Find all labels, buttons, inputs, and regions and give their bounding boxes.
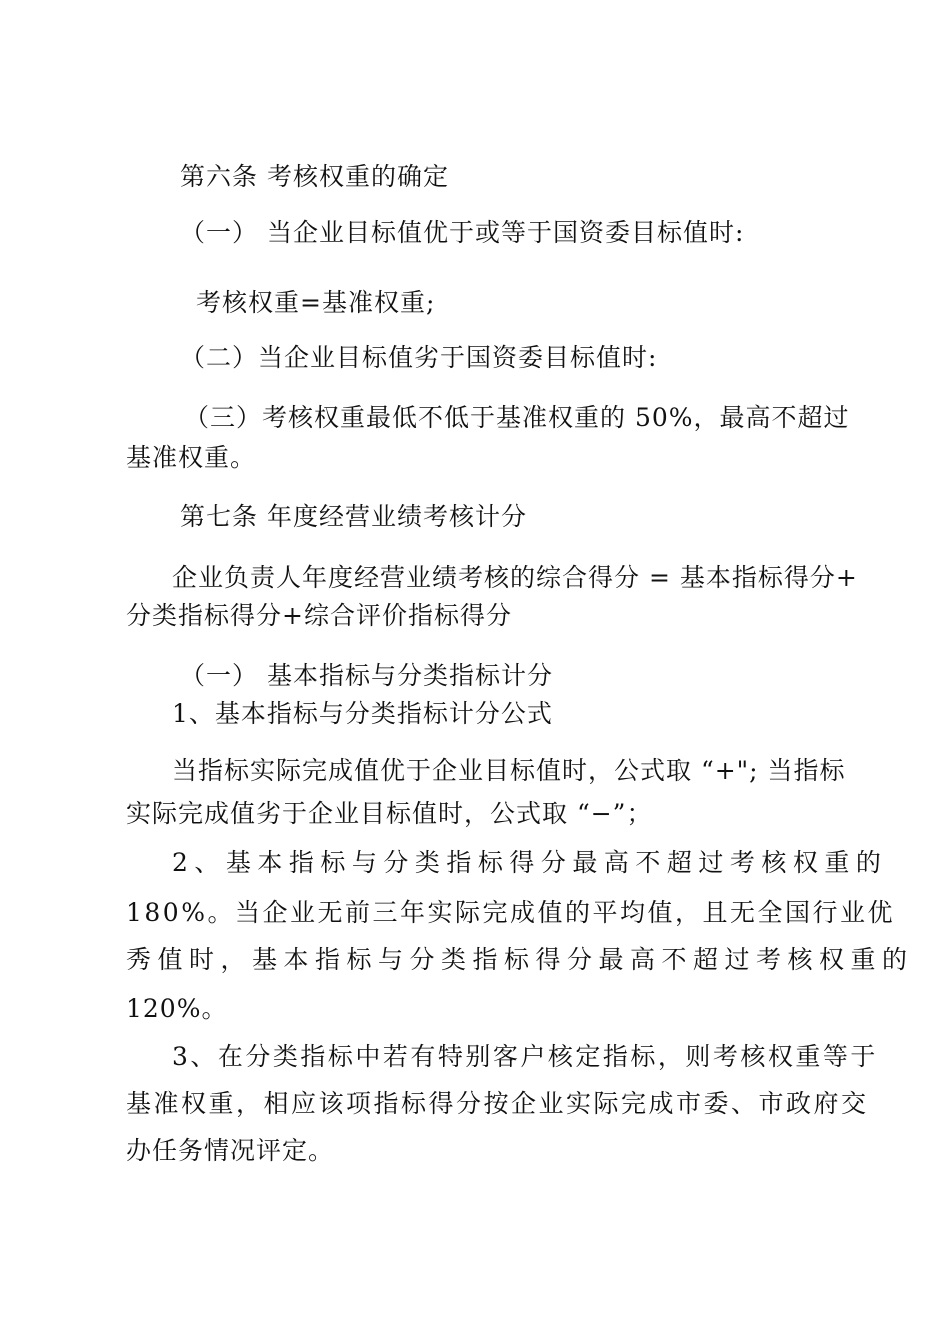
article-6-item-2: （二）当企业目标值劣于国资委目标值时: [180,343,658,372]
article-6-formula: 考核权重=基准权重; [196,288,436,317]
section-1-point-3-line-1: 3、在分类指标中若有特别客户核定指标，则考核权重等于 [172,1042,878,1071]
article-6-item-3-line-1: （三）考核权重最低不低于基准权重的 50%，最高不超过 [184,403,850,432]
article-6-item-3-line-2: 基准权重。 [126,443,257,472]
article-6-heading: 第六条 考核权重的确定 [180,162,449,191]
article-7-intro-line-1: 企业负责人年度经营业绩考核的综合得分 = 基本指标得分+ [172,563,858,592]
section-1-point-2-line-3: 秀值时，基本指标与分类指标得分最高不超过考核权重的 [126,945,914,974]
section-1-point-1-line-2: 实际完成值劣于企业目标值时，公式取 “−”； [126,799,653,828]
section-1-point-2-line-4: 120%。 [126,994,228,1023]
section-1-point-2-line-2: 180%。当企业无前三年实际完成值的平均值，且无全国行业优 [126,898,895,927]
article-7-heading: 第七条 年度经营业绩考核计分 [180,502,527,531]
section-1-point-3-line-2: 基准权重，相应该项指标得分按企业实际完成市委、市政府交 [126,1089,869,1118]
section-1-heading: （一） 基本指标与分类指标计分 [180,661,553,690]
section-1-point-1-heading: 1、基本指标与分类指标计分公式 [172,699,553,728]
section-1-point-1-line-1: 当指标实际完成值优于企业目标值时，公式取 “+"; 当指标 [172,756,846,785]
article-6-item-1: （一） 当企业目标值优于或等于国资委目标值时: [180,218,745,247]
section-1-point-2-line-1: 2、基本指标与分类指标得分最高不超过考核权重的 [172,848,888,877]
article-7-intro-line-2: 分类指标得分+综合评价指标得分 [126,601,512,630]
section-1-point-3-line-3: 办任务情况评定。 [126,1136,335,1165]
